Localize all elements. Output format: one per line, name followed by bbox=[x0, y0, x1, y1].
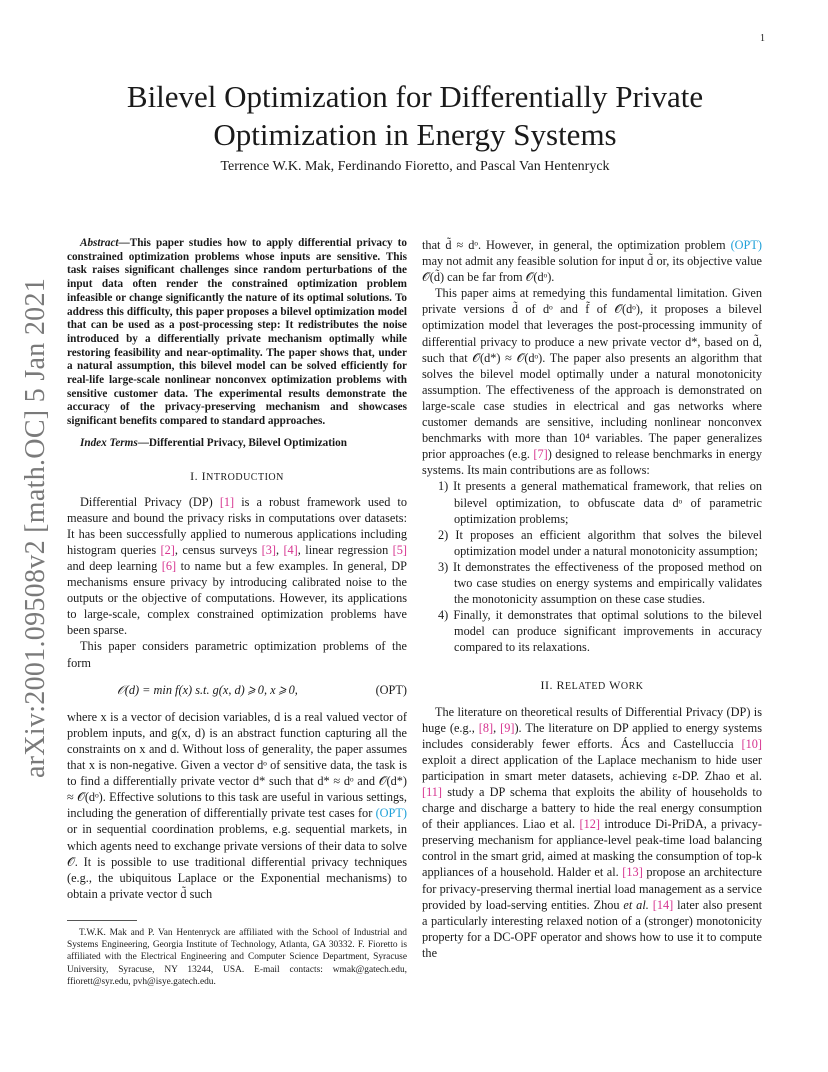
contribution-item: 3) It demonstrates the effectiveness of the proposed method on two case studies on energy systems and empirically validates the monotonicity assumption on these case studies. bbox=[438, 559, 762, 607]
equation-label: (OPT) bbox=[375, 682, 407, 697]
citation-link[interactable]: [14] bbox=[652, 897, 674, 912]
text-span: ) designed to release benchmarks in energy systems. Its main contributions are as follows: bbox=[422, 447, 762, 478]
citation-link[interactable]: [10] bbox=[741, 736, 762, 751]
text-span: to name but a few examples. In general, DP mechanisms ensure privacy by introducing calibrated noise to the outputs or the objective of computations. However, its applications to large-scale, complex constrained optimization problems have been sparse. bbox=[67, 559, 408, 638]
citation-link[interactable]: [1] bbox=[219, 494, 235, 509]
text-span: et al. bbox=[623, 897, 649, 912]
intro-paragraph-1 bbox=[67, 494, 407, 639]
abstract-text: —This paper studies how to apply differential privacy to constrained optimization problems whose inputs are sensitive. This task raises significant challenges since random perturbations of the input data often render the constrained optimization problem infeasible or change significantly the nature of its optimal solutions. To address this difficulty, this paper proposes a bilevel optimization model that can be used as a post-processing step: It redistributes the noise introduced by a differentially private mechanism optimally while restoring feasibility and near-optimality. The paper shows that, under a natural assumption, this bilevel model can be solved efficiently for real-life large-scale nonlinear nonconvex optimization problems with sensitive customer data. The experimental results demonstrate the accuracy of the privacy-preserving mechanism and showcases significant benefits compared to standard approaches. bbox=[67, 237, 407, 428]
section-cap: I bbox=[201, 468, 207, 483]
citation-link[interactable]: [5] bbox=[392, 542, 407, 557]
equation-expression: 𝒪(d) = min f(x) s.t. g(x, d) ⩾ 0, x ⩾ 0, bbox=[117, 682, 298, 697]
author-list: Terrence W.K. Mak, Ferdinando Fioretto, and Pascal Van Hentenryck bbox=[220, 159, 610, 174]
section-cap: R bbox=[556, 678, 565, 693]
index-terms bbox=[67, 437, 407, 451]
text-span: may not admit any feasible solution for input d̃ or, its objective value 𝒪(d̃) can be far from 𝒪(dᵒ). bbox=[422, 254, 762, 285]
citation-link[interactable]: [8] bbox=[478, 720, 494, 735]
abstract-label: Abstract bbox=[80, 237, 119, 249]
section-heading-introduction bbox=[67, 468, 407, 486]
footnote-rule bbox=[67, 920, 137, 921]
text-span: that d̃ ≈ dᵒ. However, in general, the optimization problem bbox=[422, 238, 731, 252]
arxiv-stamp-text: arXiv:2001.09508v2 [math.OC] 5 Jan 2021 bbox=[20, 277, 51, 779]
right-paragraph-2 bbox=[422, 285, 762, 478]
citation-link[interactable]: [6] bbox=[161, 559, 177, 574]
paper-title bbox=[60, 78, 770, 154]
text-span: exploit a direct application of the Laplace mechanism to hide user participation in smart meter datasets, achieving ε-DP. Zhao et al. bbox=[422, 752, 762, 783]
text-span: introduce Di-PriDA, a privacy-preserving mechanism for appliance-level peak-time load balancing control in the smart grid, aimed at masking the consumption of top-k appliances of a household. Halder et al. bbox=[422, 817, 762, 880]
text-span: where x is a vector of decision variables, d is a real valued vector of problem inputs, and g(x, d) is an abstract function capturing all the constraints on x and d. Without loss of generality, the paper assumes that x is non-negative. Given a vector dᵒ of sensitive data, the task is to find a differentially private vector d* such that d* ≈ dᵒ and 𝒪(d*) ≈ 𝒪(dᵒ). Effective solutions to this task are useful in various settings, including the generation of differentially private test cases for bbox=[67, 709, 407, 821]
section-rest: ELATED bbox=[564, 681, 606, 693]
intro-paragraph-2: This paper considers parametric optimization problems of the form bbox=[67, 639, 407, 670]
text-span: ). The literature on DP applied to energy systems includes considerably fewer efforts. Ács and Castelluccia bbox=[422, 720, 762, 751]
abstract bbox=[67, 237, 407, 429]
contribution-item: 2) It proposes an efficient algorithm that solves the bilevel optimization model under a natural monotonicity assumption; bbox=[438, 527, 762, 558]
footnote: T.W.K. Mak and P. Van Hentenryck are affiliated with the School of Industrial and Systems Engineering, Georgia Institute of Technology, Atlanta, GA 30332. F. Fioretto is affiliated with the Electrical Engineering and Computer Science Department, Syracuse University, Syracuse, NY 13244, USA. E-mail contacts: wmak@gatech.edu, ffiorett@syr.edu, pvh@isye.gatech.edu. bbox=[67, 927, 407, 987]
left-column bbox=[67, 237, 407, 988]
text-span: , bbox=[493, 720, 501, 735]
intro-paragraph-3 bbox=[67, 709, 407, 902]
text-span: , linear regression bbox=[297, 542, 393, 557]
section-cap: W bbox=[609, 678, 621, 693]
section-heading-related-work bbox=[422, 677, 762, 695]
right-paragraph-1 bbox=[422, 237, 762, 285]
title-line-2: Optimization in Energy Systems bbox=[213, 117, 617, 152]
citation-link[interactable]: [4] bbox=[283, 542, 298, 557]
right-column bbox=[422, 237, 762, 961]
section-number: I. bbox=[190, 468, 199, 483]
text-span: and deep learning bbox=[67, 559, 162, 574]
equation-ref-link[interactable]: (OPT) bbox=[730, 238, 762, 252]
citation-link[interactable]: [7] bbox=[533, 447, 548, 462]
arxiv-stamp bbox=[16, 278, 56, 778]
text-span: is a robust framework used to measure and bound the privacy risks in computations over datasets: It has been successfully applied to numerous applications including histogram queries bbox=[67, 494, 407, 557]
citation-link[interactable]: [11] bbox=[422, 785, 443, 799]
citation-link[interactable]: [2] bbox=[160, 542, 175, 557]
related-paragraph-1 bbox=[422, 704, 762, 962]
text-span: or in sequential coordination problems, e.g. sequential markets, in which agents need to exchange private versions of their data to solve 𝒪. It is possible to use traditional differential privacy techniques (e.g., the ubiquitous Laplace or the Exponential mechanisms) to obtain a private vector d̃ such bbox=[67, 822, 407, 901]
section-rest: ORK bbox=[620, 681, 644, 693]
text-span: study a DP schema that exploits the ability of households to charge and discharge a battery to hide the real energy consumption of their appliances. Liao et al. bbox=[422, 785, 762, 832]
index-terms-label: Index Terms bbox=[80, 436, 138, 449]
page-number: 1 bbox=[760, 33, 765, 44]
citation-link[interactable]: [3] bbox=[261, 542, 276, 557]
section-rest: NTRODUCTION bbox=[206, 471, 284, 483]
text-span: The literature on theoretical results of Differential Privacy (DP) is huge (e.g., bbox=[422, 704, 762, 735]
text-span: This paper aims at remedying this fundamental limitation. Given private versions d̃ of dᵒ and f̃ of 𝒪(dᵒ), it proposes a bilevel optimization model that leverages the post-processing immunity of differential privacy to produce a new private vector d*, based on d̃, such that 𝒪(d*) ≈ 𝒪(dᵒ). The paper also presents an algorithm that solves the bilevel model optimally under a natural monotonicity assumption. The effectiveness of the approach is demonstrated on large-scale case studies in electrical and gas networks where customer demands are sensitive, including nonlinear nonconvex benchmarks with more than 10⁴ variables. The paper generalizes prior approaches (e.g. bbox=[422, 286, 762, 462]
text-span: , census surveys bbox=[174, 542, 262, 557]
text-span: later also present a particularly interesting relaxed notion of a (stronger) monotonicity property for a DC-OPF operator and shows how to use it to compute the bbox=[422, 897, 763, 960]
text-span: propose an architecture for privacy-preserving thermal inertial load management as a service provided by load-serving entities. Zhou bbox=[422, 865, 762, 912]
index-terms-text: —Differential Privacy, Bilevel Optimization bbox=[137, 436, 347, 449]
text-span: , bbox=[275, 542, 284, 557]
citation-link[interactable]: [9] bbox=[500, 720, 515, 735]
equation-opt bbox=[67, 682, 407, 698]
text-span: Differential Privacy (DP) bbox=[80, 494, 220, 509]
contribution-item: 1) It presents a general mathematical framework, that relies on bilevel optimization, to obfuscate data dᵒ of parametric optimization problems; bbox=[438, 479, 762, 526]
equation-ref-link[interactable]: (OPT) bbox=[375, 806, 407, 821]
citation-link[interactable]: [13] bbox=[622, 865, 643, 880]
citation-link[interactable]: [12] bbox=[579, 817, 600, 832]
section-number: II. bbox=[540, 678, 553, 693]
contribution-item: 4) Finally, it demonstrates that optimal solutions to the bilevel model can produce significant improvements in accuracy compared to its relaxations. bbox=[438, 608, 762, 655]
title-line-1: Bilevel Optimization for Differentially Private bbox=[126, 79, 704, 114]
